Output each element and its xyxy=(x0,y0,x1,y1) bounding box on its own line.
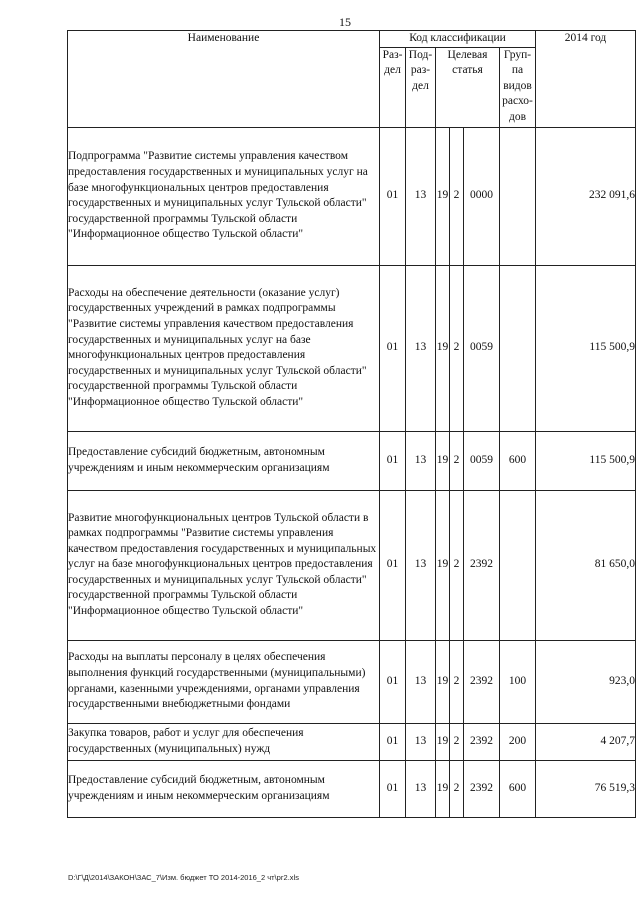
row-target-subprogram: 2 xyxy=(450,431,464,490)
table-row xyxy=(68,127,636,265)
row-amount: 115 500,9 xyxy=(536,431,636,490)
row-amount: 115 500,9 xyxy=(536,265,636,431)
row-name: Подпрограмма "Развитие системы управления качеством предоставления государственных и муниципальных услуг на базе многофункциональных центров предоставления государственных и муниципальных услуг Тульской области" государственной программы Тульской области "Информационное общество Тульской области" xyxy=(68,127,380,265)
row-section: 01 xyxy=(380,490,406,640)
row-expense-group: 100 xyxy=(500,640,536,723)
row-expense-group xyxy=(500,490,536,640)
row-target-program: 19 xyxy=(436,490,450,640)
header-expense-group: Груп- па видов расхо- дов xyxy=(500,47,536,127)
row-target-direction: 0059 xyxy=(464,265,500,431)
footer-file-path: D:\Г\Д\2014\ЗАКОН\ЗАС_7\Изм. бюджет ТО 2014-2016_2 чт\рг2.xls xyxy=(68,873,299,882)
row-target-subprogram: 2 xyxy=(450,760,464,817)
header-year: 2014 год xyxy=(536,31,636,128)
row-target-direction: 2392 xyxy=(464,760,500,817)
table-row xyxy=(68,723,636,760)
row-amount: 4 207,7 xyxy=(536,723,636,760)
row-target-subprogram: 2 xyxy=(450,640,464,723)
row-section: 01 xyxy=(380,265,406,431)
row-section: 01 xyxy=(380,640,406,723)
row-expense-group xyxy=(500,265,536,431)
row-subsection: 13 xyxy=(406,431,436,490)
row-subsection: 13 xyxy=(406,490,436,640)
row-expense-group: 600 xyxy=(500,431,536,490)
table-row xyxy=(68,640,636,723)
row-subsection: 13 xyxy=(406,127,436,265)
row-subsection: 13 xyxy=(406,640,436,723)
row-section: 01 xyxy=(380,431,406,490)
row-target-direction: 2392 xyxy=(464,723,500,760)
row-section: 01 xyxy=(380,127,406,265)
budget-table xyxy=(67,30,636,818)
row-amount: 81 650,0 xyxy=(536,490,636,640)
row-target-direction: 2392 xyxy=(464,640,500,723)
row-amount: 232 091,6 xyxy=(536,127,636,265)
row-name: Расходы на выплаты персоналу в целях обеспечения выполнения функций государственными (муниципальными) органами, казенными учреждениями, органами управления государственными внебюджетными фондами xyxy=(68,640,380,723)
header-name: Наименование xyxy=(68,31,380,128)
row-target-subprogram: 2 xyxy=(450,127,464,265)
row-name: Расходы на обеспечение деятельности (оказание услуг) государственных учреждений в рамках подпрограммы "Развитие системы управления качеством предоставления государственных и муниципальных услуг на базе многофункциональных центров предоставления государственных и муниципальных услуг Тульской области" государственной программы Тульской области "Информационное общество Тульской области" xyxy=(68,265,380,431)
row-target-program: 19 xyxy=(436,760,450,817)
row-name: Закупка товаров, работ и услуг для обеспечения государственных (муниципальных) нужд xyxy=(68,723,380,760)
row-target-subprogram: 2 xyxy=(450,723,464,760)
row-subsection: 13 xyxy=(406,760,436,817)
header-subsection: Под- раз- дел xyxy=(406,47,436,127)
row-target-direction: 0000 xyxy=(464,127,500,265)
table-row xyxy=(68,265,636,431)
table-row xyxy=(68,431,636,490)
row-target-direction: 2392 xyxy=(464,490,500,640)
row-target-program: 19 xyxy=(436,265,450,431)
row-subsection: 13 xyxy=(406,265,436,431)
header-target-item: Целевая статья xyxy=(436,47,500,127)
row-target-direction: 0059 xyxy=(464,431,500,490)
row-target-program: 19 xyxy=(436,127,450,265)
row-section: 01 xyxy=(380,723,406,760)
row-expense-group xyxy=(500,127,536,265)
table-row xyxy=(68,490,636,640)
row-target-program: 19 xyxy=(436,723,450,760)
row-target-subprogram: 2 xyxy=(450,265,464,431)
row-expense-group: 600 xyxy=(500,760,536,817)
header-classification-code: Код классификации xyxy=(380,31,536,48)
row-name: Предоставление субсидий бюджетным, автономным учреждениям и иным некоммерческим организациям xyxy=(68,431,380,490)
row-amount: 76 519,3 xyxy=(536,760,636,817)
page-number: 15 xyxy=(339,15,351,29)
row-section: 01 xyxy=(380,760,406,817)
row-target-program: 19 xyxy=(436,640,450,723)
row-name: Развитие многофункциональных центров Тульской области в рамках подпрограммы "Развитие системы управления качеством предоставления государственных и муниципальных услуг на базе многофункциональных центров предоставления государственных и муниципальных услуг Тульской области" государственной программы Тульской области "Информационное общество Тульской области" xyxy=(68,490,380,640)
table-row xyxy=(68,760,636,817)
row-name: Предоставление субсидий бюджетным, автономным учреждениям и иным некоммерческим организациям xyxy=(68,760,380,817)
row-target-subprogram: 2 xyxy=(450,490,464,640)
row-subsection: 13 xyxy=(406,723,436,760)
row-target-program: 19 xyxy=(436,431,450,490)
header-section: Раз- дел xyxy=(380,47,406,127)
row-amount: 923,0 xyxy=(536,640,636,723)
row-expense-group: 200 xyxy=(500,723,536,760)
